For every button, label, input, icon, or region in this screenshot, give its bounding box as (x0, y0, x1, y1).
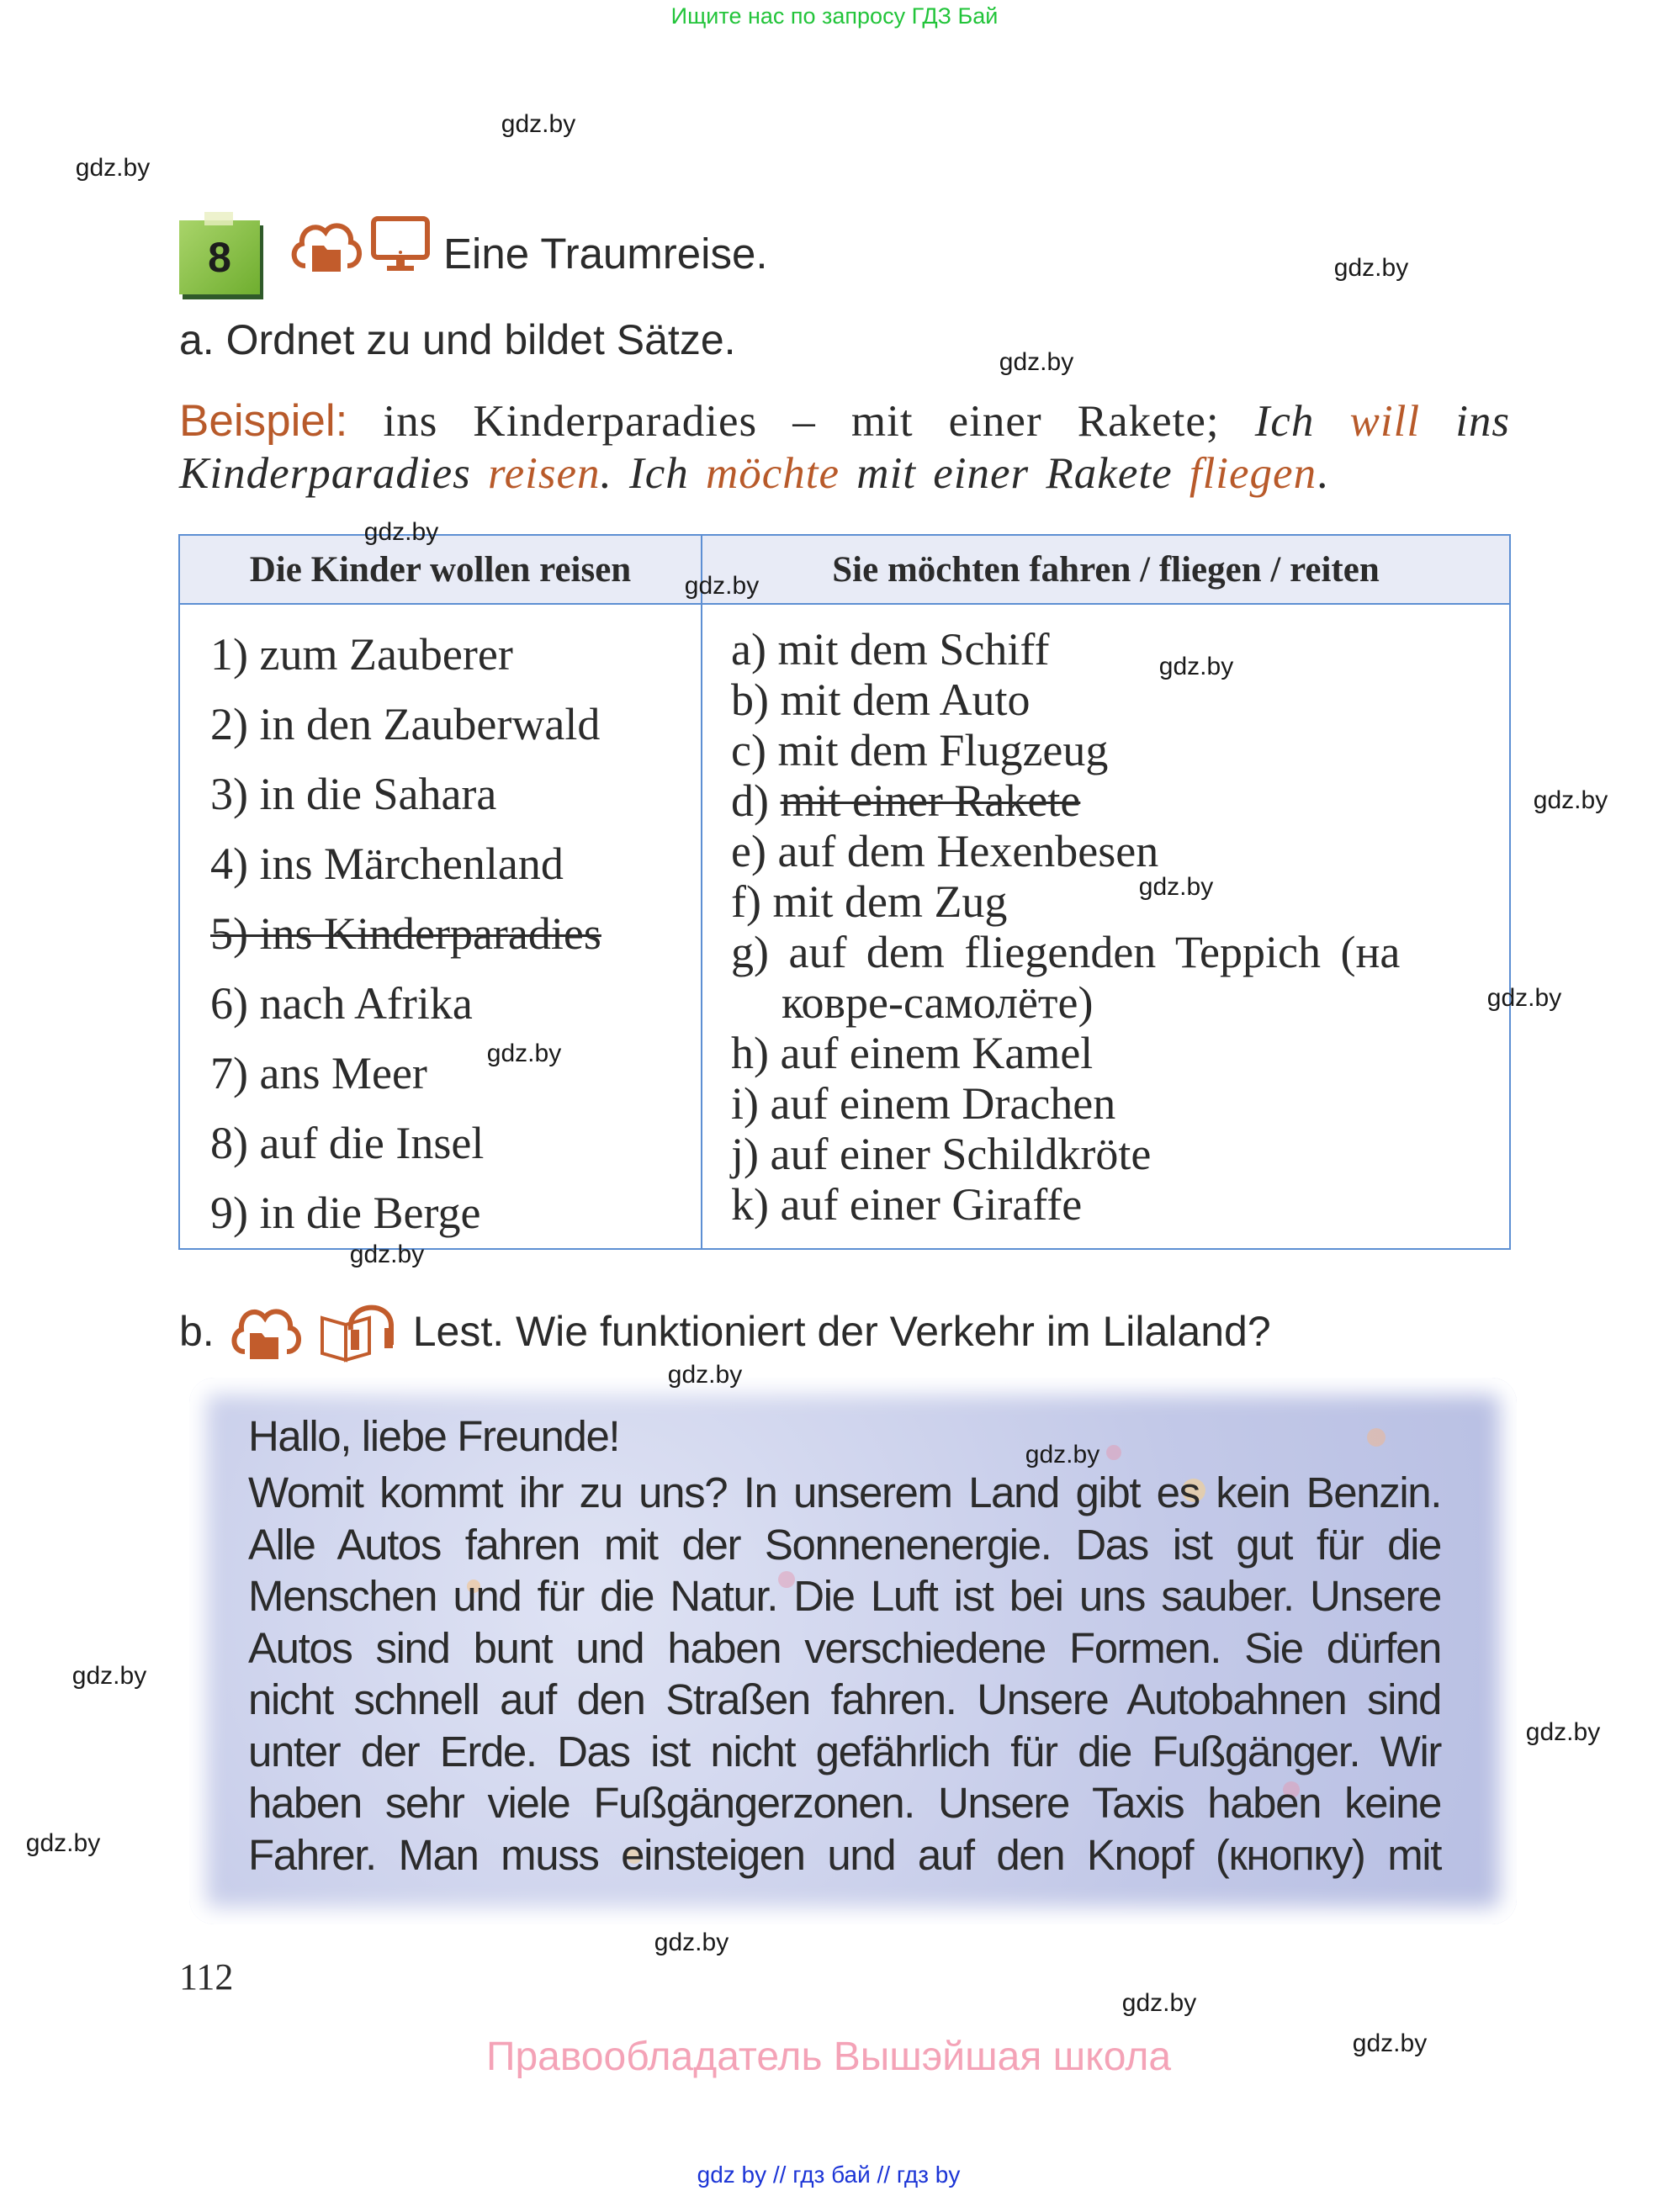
transport-item: e) auf dem Hexenbesen (731, 826, 1159, 876)
destination-item: 3) in die Sahara (210, 769, 497, 819)
exercise-title: Eine Traumreise. (443, 230, 768, 278)
example-verb: will (1349, 397, 1421, 446)
transport-item: b) mit dem Auto (731, 675, 1031, 725)
watermark: gdz.by (363, 518, 439, 546)
exercise-number-badge (179, 220, 260, 294)
letter-greeting: Hallo, liebe Freunde! (248, 1412, 620, 1460)
watermark: gdz.by (1486, 984, 1562, 1012)
footer-links[interactable]: gdz by // гдз бай // гдз by (697, 2162, 961, 2188)
destination-item-crossed: 5) ins Kinderparadies (210, 908, 601, 959)
letter-line: haben sehr viele Fußgängerzonen. Unsere Taxis haben keine (248, 1779, 1441, 1827)
page-number: 112 (179, 1956, 234, 1998)
book-headphones-icon (317, 1299, 398, 1363)
exercise-number: 8 (208, 234, 231, 281)
part-b-label: b. (179, 1308, 215, 1355)
letter-line: Menschen und für die Natur. Die Luft ist bei uns sauber. Unsere (248, 1572, 1441, 1620)
transport-item: k) auf einer Giraffe (731, 1179, 1083, 1230)
watermark: gdz.by (1525, 1718, 1601, 1746)
rights-holder: Правообладатель Вышэйшая школа (485, 2035, 1172, 2079)
cloud-folder-icon (289, 217, 364, 276)
transport-item: c) mit dem Flugzeug (731, 725, 1109, 775)
watermark: gdz.by (1121, 1989, 1197, 2017)
letter-line: Womit kommt ihr zu uns? In unserem Land gibt es kein Benzin. (248, 1468, 1441, 1516)
search-hint: Ищите нас по запросу ГДЗ Бай (670, 3, 999, 29)
table-header-right: Sie möchten fahren / fliegen / reiten (702, 535, 1510, 604)
letter-text (248, 1406, 1441, 1881)
letter-line: Autos sind bunt und haben verschiedene Formen. Sie dürfen (248, 1623, 1441, 1672)
watermark: gdz.by (1333, 254, 1409, 282)
watermark: gdz.by (486, 1040, 562, 1067)
watermark: gdz.by (999, 348, 1074, 376)
example-part: Ich (1254, 397, 1315, 446)
destination-item: 7) ans Meer (210, 1048, 427, 1098)
matching-table (178, 534, 1511, 1250)
part-b-title: Lest. Wie funktioniert der Verkehr im Lilaland? (412, 1308, 1271, 1355)
example-verb: reisen (487, 449, 601, 498)
example-part: mit einer Rakete (856, 449, 1173, 498)
example-verb: fliegen (1189, 449, 1317, 498)
watermark: gdz.by (75, 154, 151, 182)
part-a-heading: a. Ordnet zu und bildet Sätze. (179, 316, 736, 363)
part-b-heading (179, 1299, 1271, 1363)
watermark: gdz.by (501, 110, 576, 138)
letter-line: Alle Autos fahren mit der Sonnenenergie. Das ist gut für die (248, 1520, 1441, 1569)
example-part: . Ich (600, 449, 689, 498)
destination-item: 8) auf die Insel (210, 1118, 485, 1168)
watermark: gdz.by (72, 1662, 147, 1690)
watermark: gdz.by (667, 1361, 743, 1389)
watermark: gdz.by (349, 1241, 425, 1268)
example-verb: möchte (705, 449, 840, 498)
transport-item: a) mit dem Schiff (731, 624, 1050, 675)
destination-item: 4) ins Märchenland (210, 839, 564, 889)
example-sentence (179, 395, 1510, 500)
tape-decoration (204, 212, 233, 225)
letter-line: nicht schnell auf den Straßen fahren. Unsere Autobahnen sind (248, 1675, 1441, 1723)
destination-item: 9) in die Berge (210, 1188, 481, 1238)
transport-item-crossed: d) mit einer Rakete (731, 775, 1081, 826)
watermark: gdz.by (1025, 1441, 1100, 1468)
watermark: gdz.by (654, 1929, 729, 1956)
example-part: ins Kinderparadies (179, 397, 1511, 498)
watermark: gdz.by (684, 572, 760, 600)
transport-column (702, 604, 1510, 1249)
transport-item: f) mit dem Zug (731, 876, 1008, 927)
destinations-column (179, 604, 702, 1249)
transport-item: h) auf einem Kamel (731, 1028, 1094, 1078)
transport-item: g) auf dem fliegenden Teppich (на ковре-самолёте) (731, 927, 1401, 1028)
cloud-folder-icon (230, 1301, 302, 1362)
watermark: gdz.by (1352, 2029, 1428, 2057)
destination-item: 6) nach Afrika (210, 978, 473, 1029)
letter-line: unter der Erde. Das ist nicht gefährlich für die Fußgänger. Wir (248, 1727, 1441, 1775)
monitor-icon (370, 215, 431, 276)
example-part: . (1317, 449, 1329, 498)
watermark: gdz.by (1158, 653, 1234, 680)
transport-item: i) auf einem Drachen (731, 1078, 1116, 1129)
destination-item: 2) in den Zauberwald (210, 699, 601, 749)
watermark: gdz.by (1138, 873, 1214, 901)
transport-item: j) auf einer Schildkröte (731, 1129, 1152, 1179)
letter-line: Fahrer. Man muss einsteigen und auf den Knopf (кнопку) mit (248, 1830, 1441, 1879)
destination-item: 1) zum Zauberer (210, 629, 513, 680)
watermark: gdz.by (25, 1829, 101, 1857)
watermark: gdz.by (1533, 786, 1608, 814)
table-header-left: Die Kinder wollen reisen (179, 535, 702, 604)
example-part: ins Kinderparadies – mit einer Rakete; (383, 397, 1220, 446)
example-label: Beispiel: (179, 396, 348, 446)
